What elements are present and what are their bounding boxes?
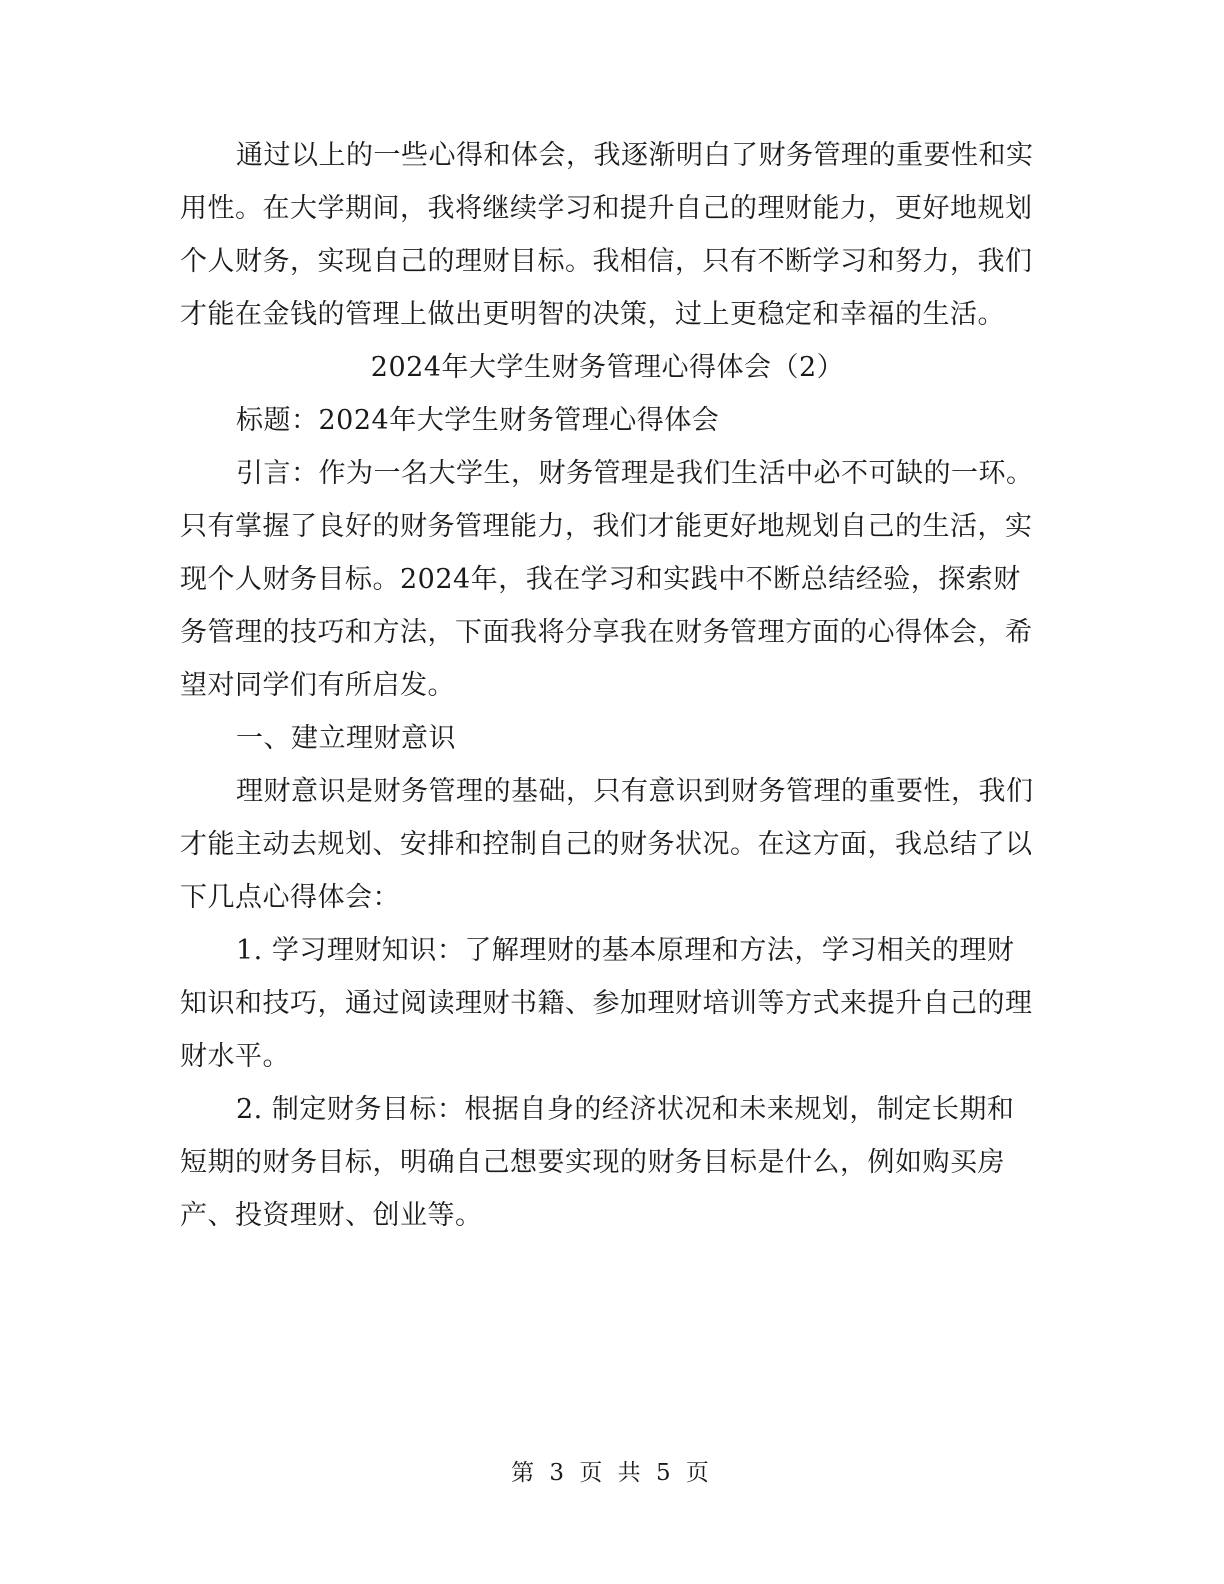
list-item-1: 1. 学习理财知识：了解理财的基本原理和方法，学习相关的理财知识和技巧，通过阅读理财书籍、参加理财培训等方式来提升自己的理财水平。	[180, 935, 1033, 1072]
page-number-footer: 第 3 页 共 5 页	[511, 1460, 713, 1486]
title-line: 标题：2024年大学生财务管理心得体会	[236, 405, 720, 436]
section-title: 2024年大学生财务管理心得体会（2）	[370, 352, 845, 383]
subheading-awareness: 一、建立理财意识	[236, 723, 456, 754]
paragraph-awareness: 理财意识是财务管理的基础，只有意识到财务管理的重要性，我们才能主动去规划、安排和控制自己的财务状况。在这方面，我总结了以下几点心得体会：	[180, 776, 1034, 913]
body-text	[180, 129, 1035, 1242]
paragraph-conclusion: 通过以上的一些心得和体会，我逐渐明白了财务管理的重要性和实用性。在大学期间，我将继续学习和提升自己的理财能力，更好地规划个人财务，实现自己的理财目标。我相信，只有不断学习和努力，我们才能在金钱的管理上做出更明智的决策，过上更稳定和幸福的生活。	[180, 140, 1034, 330]
paragraph-intro: 引言：作为一名大学生，财务管理是我们生活中必不可缺的一环。只有掌握了良好的财务管理能力，我们才能更好地规划自己的生活，实现个人财务目标。2024年，我在学习和实践中不断总结经验，探索财务管理的技巧和方法，下面我将分享我在财务管理方面的心得体会，希望对同学们有所启发。	[180, 458, 1034, 701]
list-item-2: 2. 制定财务目标：根据自身的经济状况和未来规划，制定长期和短期的财务目标，明确自己想要实现的财务目标是什么，例如购买房产、投资理财、创业等。	[180, 1094, 1015, 1231]
